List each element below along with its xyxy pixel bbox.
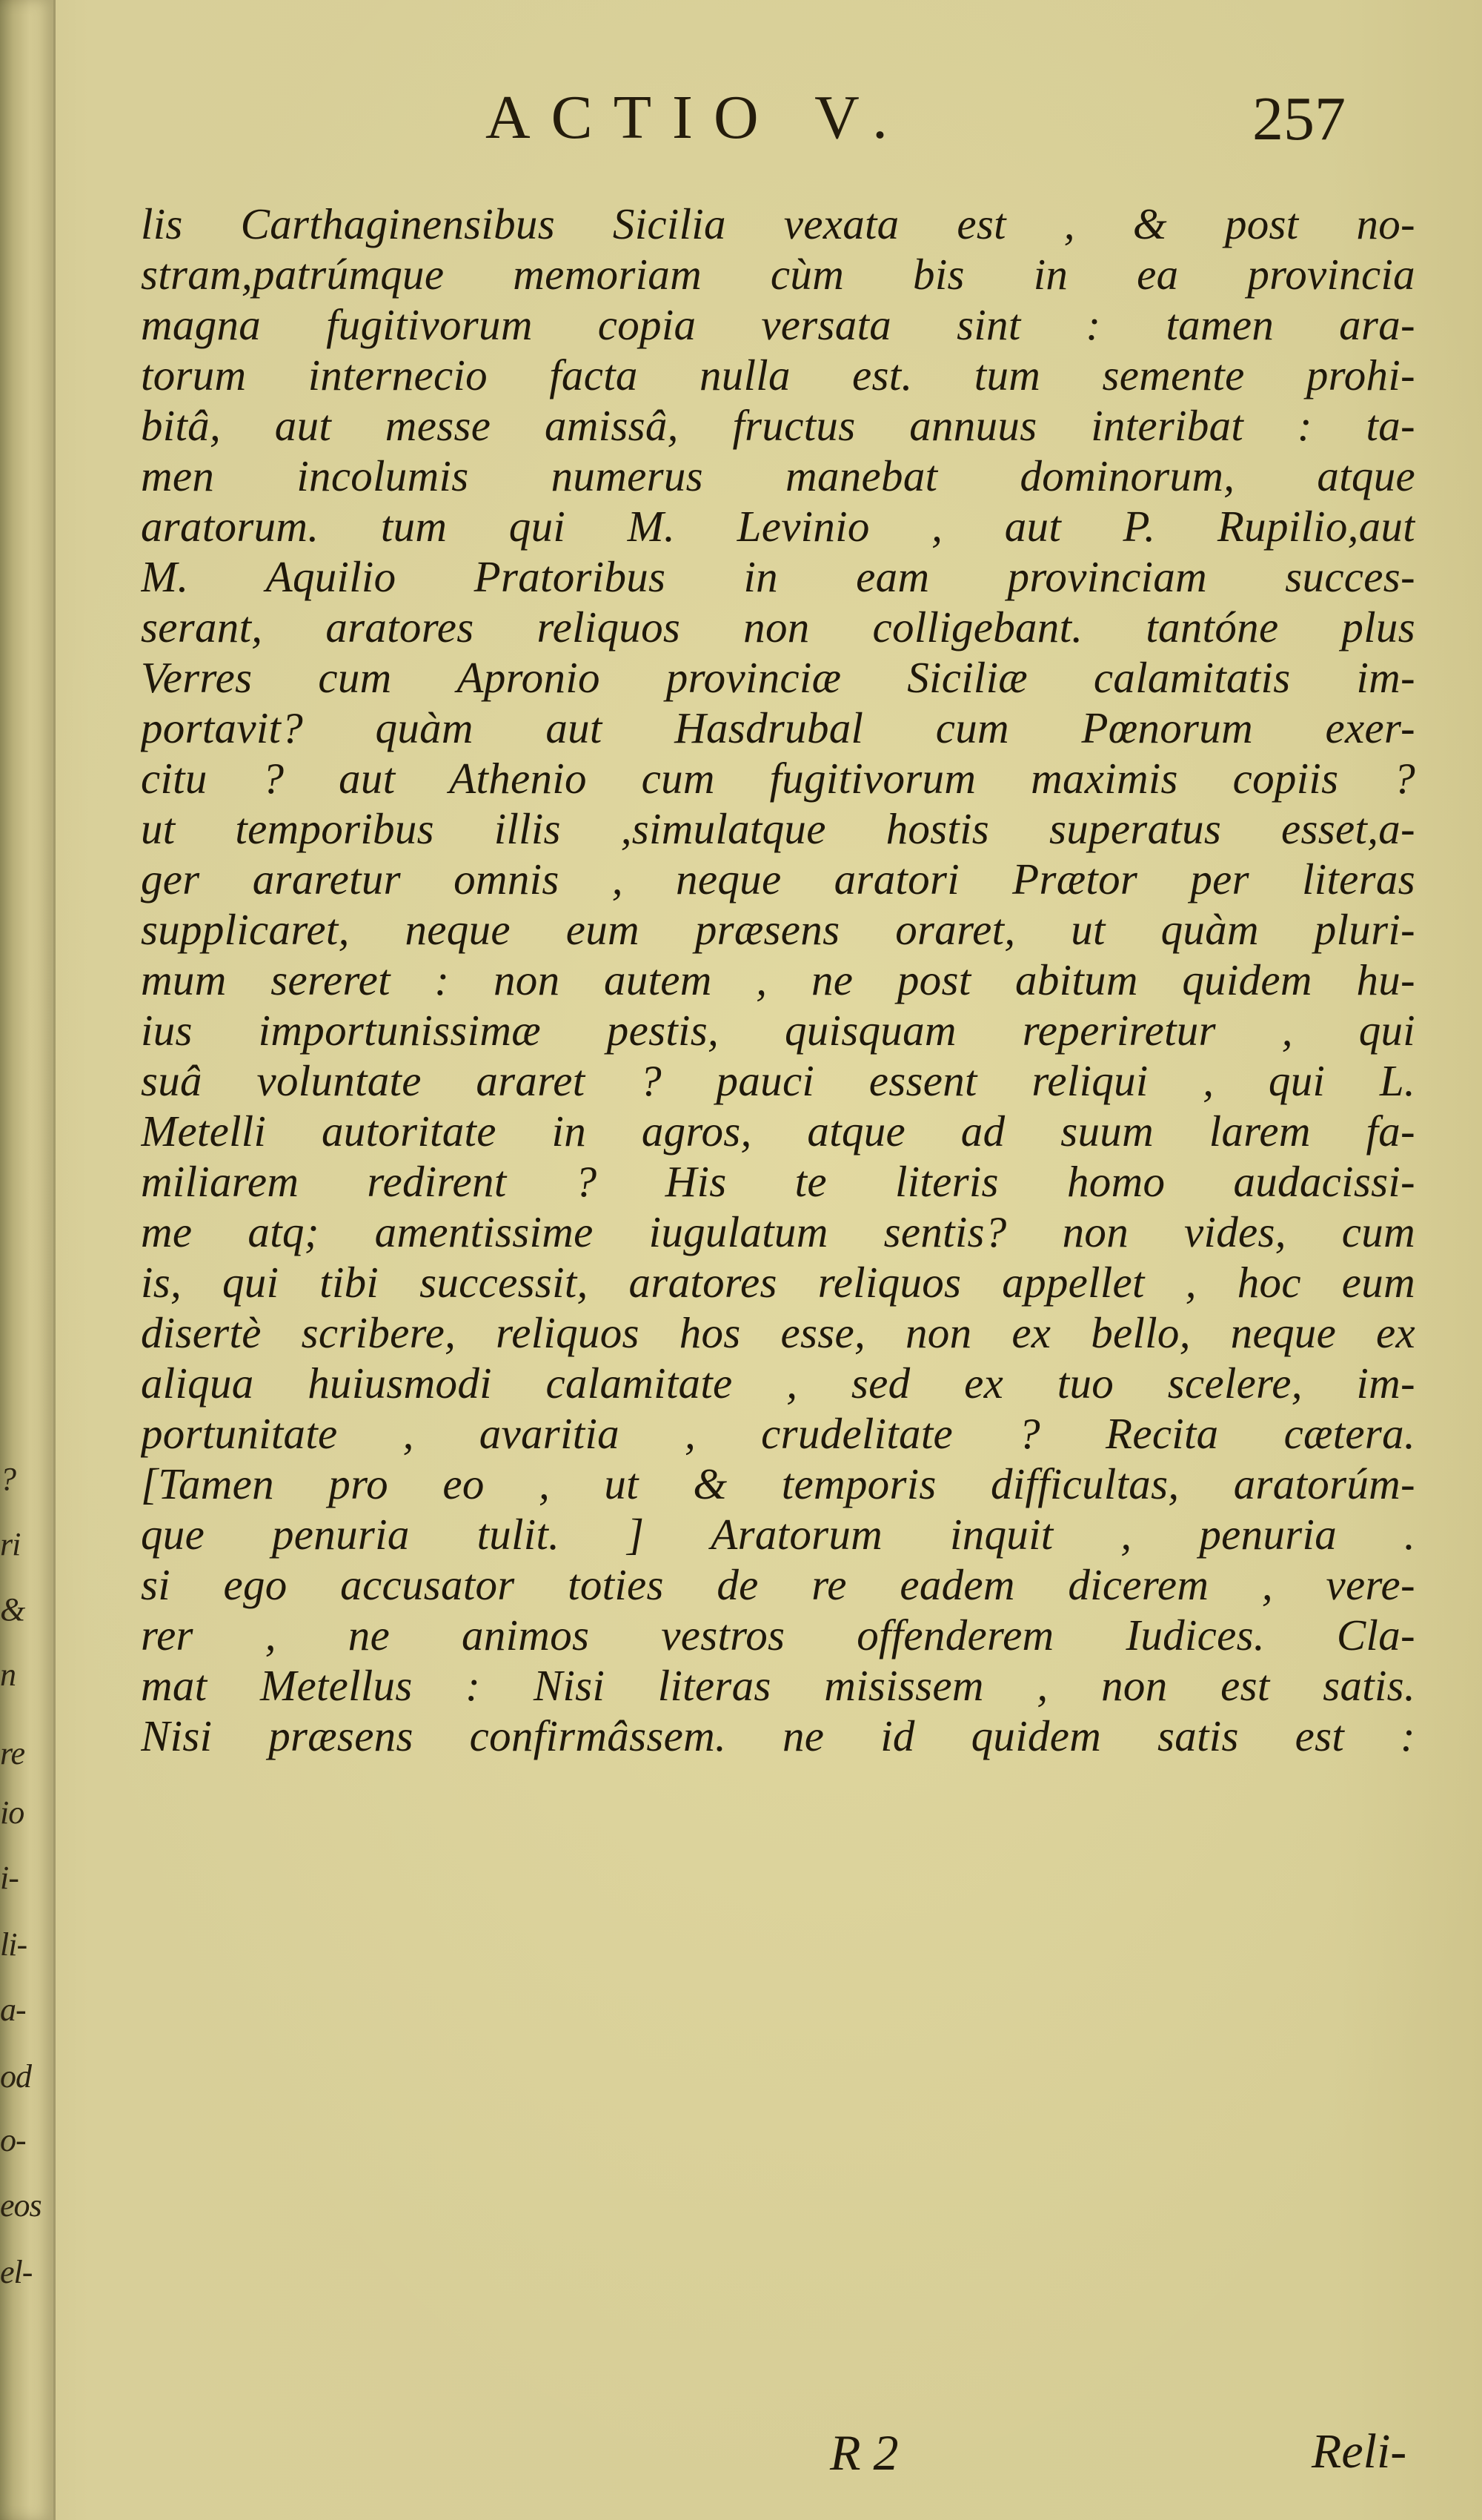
text-line: Nisi præsens confirmâssem. ne id quidem satis est : <box>141 1711 1415 1760</box>
margin-fragment: eos <box>0 2187 41 2224</box>
text-line: [Tamen pro eo , ut & temporis difficultas, aratorúm- <box>141 1459 1415 1508</box>
text-line: bitâ, aut messe amissâ, fructus annuus interibat : ta- <box>141 401 1415 450</box>
margin-fragment: io <box>0 1794 24 1831</box>
page-footer <box>0 2424 1482 2490</box>
text-line: Metelli autoritate in agros, atque ad suum larem fa- <box>141 1107 1415 1155</box>
text-line: men incolumis numerus manebat dominorum, atque <box>141 451 1415 500</box>
text-line: stram,patrúmque memoriam cùm bis in ea provincia <box>141 250 1415 299</box>
text-line: lis Carthaginensibus Sicilia vexata est , & post no- <box>141 199 1415 248</box>
page-header <box>0 82 1482 163</box>
body-text <box>141 199 1415 1761</box>
text-line: Verres cum Apronio provinciæ Siciliæ calamitatis im- <box>141 653 1415 702</box>
running-title: ACTIO V. <box>485 83 908 152</box>
text-line: serant, aratores reliquos non colligebant. tantóne plus <box>141 603 1415 651</box>
text-line: aliqua huiusmodi calamitate , sed ex tuo scelere, im- <box>141 1359 1415 1407</box>
text-line: mat Metellus : Nisi literas misissem , non est satis. <box>141 1661 1415 1710</box>
text-line: ius importunissimæ pestis, quisquam reperiretur , qui <box>141 1006 1415 1055</box>
text-line: ut temporibus illis ,simulatque hostis superatus esset,a- <box>141 804 1415 853</box>
text-line: citu ? aut Athenio cum fugitivorum maximis copiis ? <box>141 754 1415 803</box>
margin-fragment: ri <box>0 1526 21 1562</box>
text-line: ger araretur omnis , neque aratori Prætor per literas <box>141 855 1415 903</box>
text-line: supplicaret, neque eum præsens oraret, ut quàm pluri- <box>141 905 1415 954</box>
margin-fragment: li- <box>0 1926 27 1963</box>
text-line: que penuria tulit. ] Aratorum inquit , penuria . <box>141 1510 1415 1559</box>
margin-fragment: n <box>0 1657 16 1693</box>
page-number: 257 <box>1252 84 1346 153</box>
facing-page-margin <box>0 0 56 2520</box>
margin-fragment: a- <box>0 1992 26 2028</box>
margin-fragment: & <box>0 1591 25 1628</box>
signature-mark: R 2 <box>830 2424 899 2481</box>
text-line: mum sereret : non autem , ne post abitum quidem hu- <box>141 955 1415 1004</box>
text-line: is, qui tibi successit, aratores reliquos appellet , hoc eum <box>141 1258 1415 1307</box>
text-line: si ego accusator toties de re eadem dicerem , vere- <box>141 1560 1415 1609</box>
text-line: magna fugitivorum copia versata sint : tamen ara- <box>141 300 1415 349</box>
text-line: M. Aquilio Pratoribus in eam provinciam succes- <box>141 552 1415 601</box>
text-line: rer , ne animos vestros offenderem Iudices. Cla- <box>141 1611 1415 1659</box>
margin-fragment: ? <box>0 1461 16 1497</box>
text-line: disertè scribere, reliquos hos esse, non ex bello, neque ex <box>141 1308 1415 1357</box>
text-line: torum internecio facta nulla est. tum semente prohi- <box>141 351 1415 399</box>
margin-fragment: od <box>0 2058 31 2095</box>
text-line: portavit? quàm aut Hasdrubal cum Pœnorum exer- <box>141 703 1415 752</box>
margin-fragment: i- <box>0 1860 19 1896</box>
margin-fragment: el- <box>0 2254 33 2290</box>
text-line: suâ voluntate araret ? pauci essent reliqui , qui L. <box>141 1056 1415 1105</box>
text-line: miliarem redirent ? His te literis homo audacissi- <box>141 1157 1415 1206</box>
catchword: Reli- <box>1312 2424 1407 2478</box>
margin-fragment: re <box>0 1735 25 1771</box>
text-line: aratorum. tum qui M. Levinio , aut P. Rupilio,aut <box>141 502 1415 551</box>
text-line: portunitate , avaritia , crudelitate ? Recita cætera. <box>141 1409 1415 1458</box>
margin-fragment: o- <box>0 2122 26 2158</box>
text-line: me atq; amentissime iugulatum sentis? non vides, cum <box>141 1207 1415 1256</box>
